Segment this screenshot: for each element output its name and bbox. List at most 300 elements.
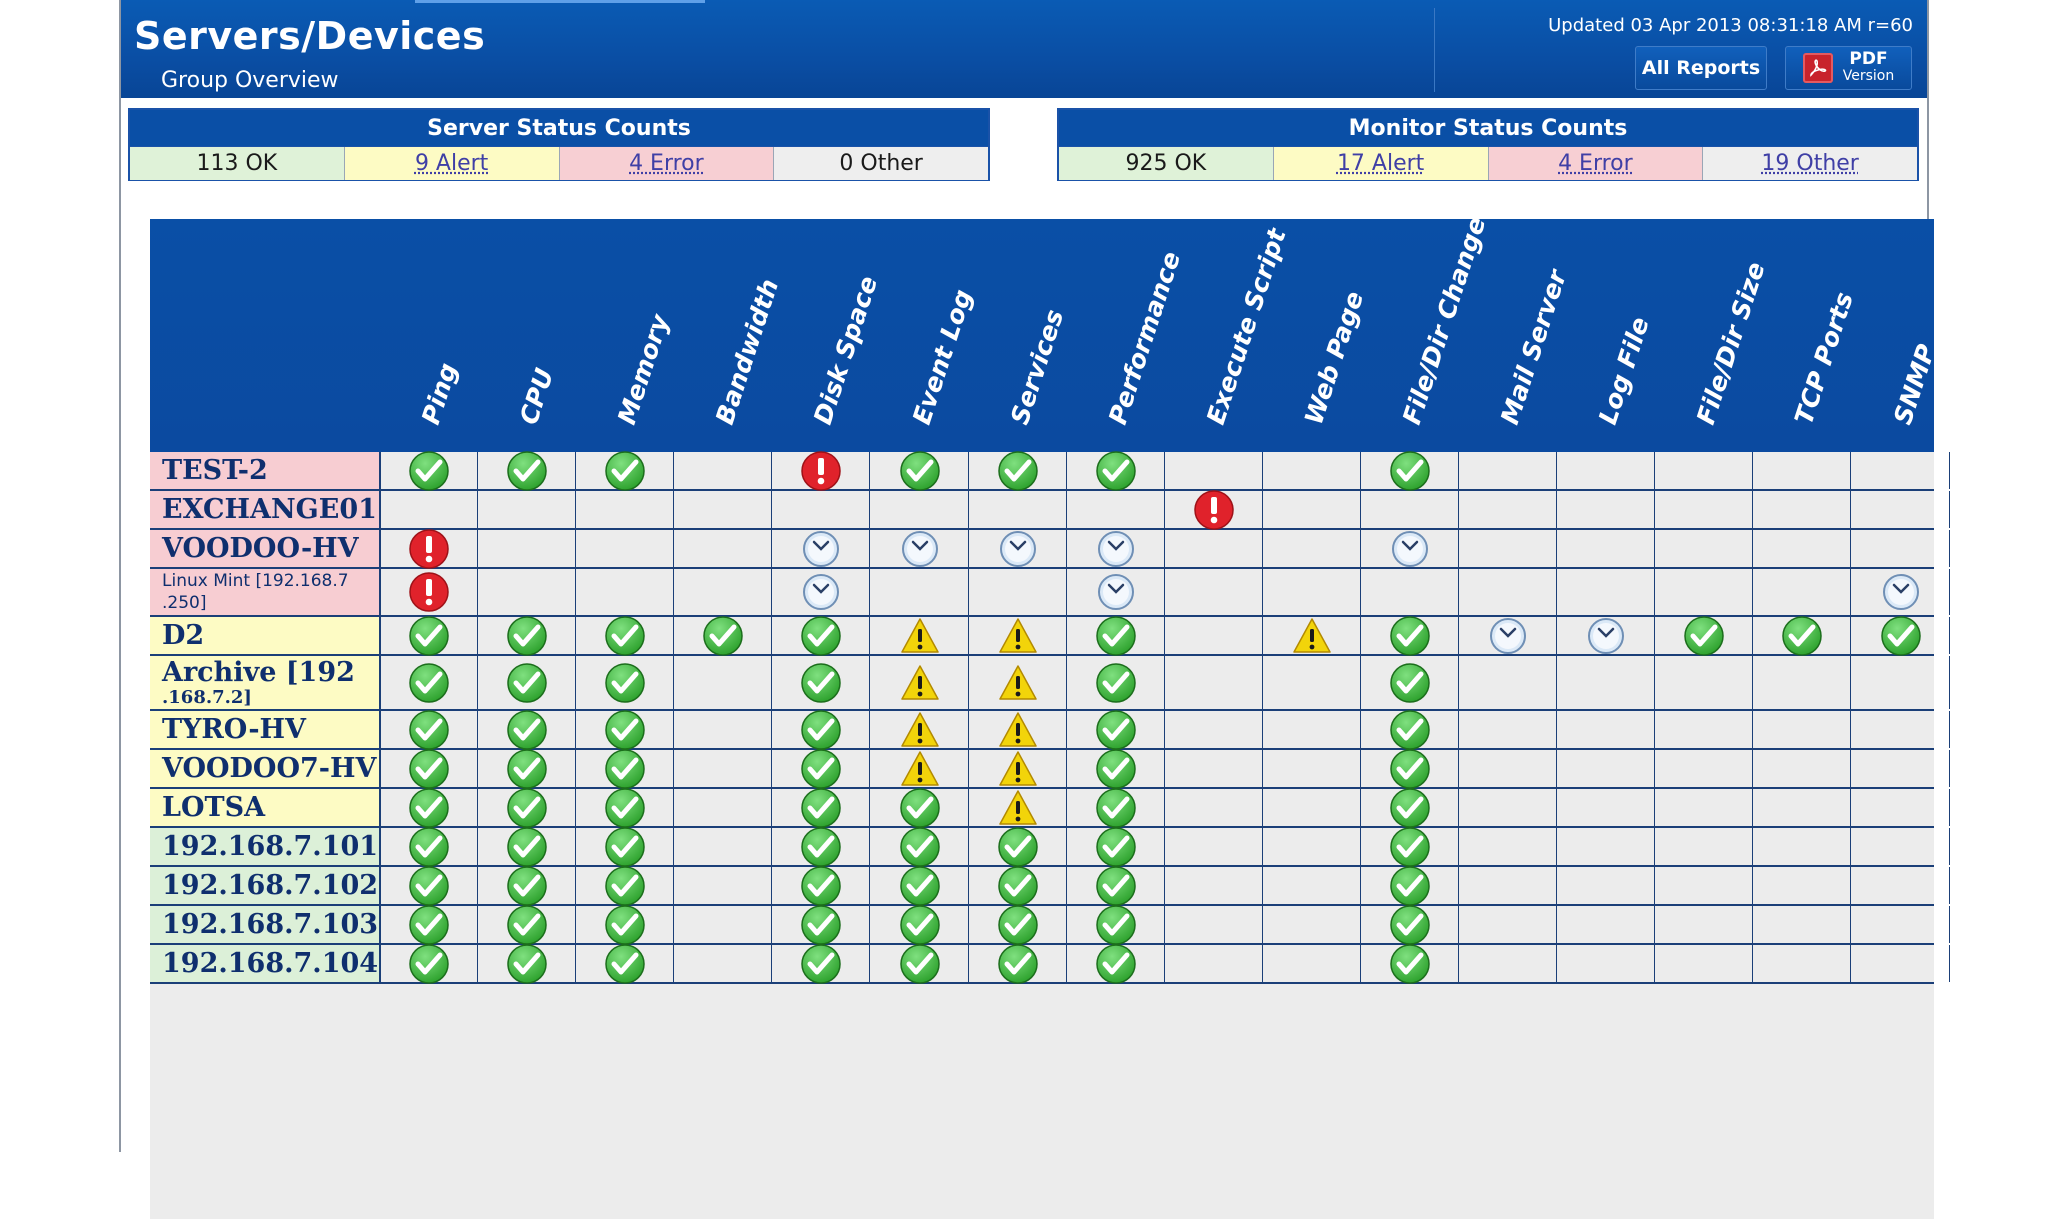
all-reports-button[interactable]: All Reports xyxy=(1635,46,1767,90)
status-cell xyxy=(675,750,772,787)
status-cell[interactable] xyxy=(381,711,478,748)
status-cell xyxy=(1460,750,1557,787)
status-cell xyxy=(1166,617,1263,654)
status-cell[interactable] xyxy=(1460,617,1557,654)
clock-icon xyxy=(1584,614,1628,658)
green-check-icon xyxy=(1094,825,1138,869)
server-name-link[interactable] xyxy=(150,569,381,615)
status-cell[interactable] xyxy=(577,711,674,748)
status-cell[interactable] xyxy=(872,711,969,748)
green-check-icon xyxy=(1094,786,1138,830)
status-cell[interactable] xyxy=(872,452,969,489)
status-cell[interactable] xyxy=(773,750,870,787)
column-header-label: Event Log xyxy=(906,286,978,428)
status-cell[interactable] xyxy=(872,906,969,943)
green-check-icon xyxy=(603,614,647,658)
status-cell[interactable] xyxy=(1068,750,1165,787)
status-cell[interactable] xyxy=(970,906,1067,943)
table-row[interactable] xyxy=(150,906,1934,945)
status-cell[interactable] xyxy=(970,789,1067,826)
status-cell xyxy=(1166,828,1263,865)
status-cell[interactable] xyxy=(479,828,576,865)
pdf-version-button[interactable] xyxy=(1785,46,1912,90)
table-row[interactable] xyxy=(150,452,1934,491)
status-cell[interactable] xyxy=(479,452,576,489)
server-name-link[interactable]: 192.168.7.104 xyxy=(150,945,381,982)
status-cell[interactable] xyxy=(479,656,576,709)
green-check-icon xyxy=(799,661,843,705)
status-cell xyxy=(1166,945,1263,982)
status-cell xyxy=(1460,789,1557,826)
green-check-icon xyxy=(1879,614,1923,658)
status-cell xyxy=(1166,656,1263,709)
status-cell xyxy=(1656,906,1753,943)
green-check-icon xyxy=(996,903,1040,947)
status-cell xyxy=(1264,906,1361,943)
table-row[interactable] xyxy=(150,711,1934,750)
server-name-link[interactable]: EXCHANGE01 xyxy=(150,491,381,528)
status-cell[interactable] xyxy=(1754,617,1851,654)
status-cell xyxy=(1656,867,1753,904)
clock-icon xyxy=(1486,614,1530,658)
status-cell[interactable] xyxy=(577,656,674,709)
status-cell[interactable] xyxy=(577,867,674,904)
status-cell xyxy=(872,569,969,615)
table-row[interactable] xyxy=(150,491,1934,530)
status-cell xyxy=(1558,828,1655,865)
status-cell xyxy=(1754,569,1851,615)
green-check-icon xyxy=(1388,614,1432,658)
green-check-icon xyxy=(799,786,843,830)
server-name-link[interactable] xyxy=(150,656,381,709)
green-check-icon xyxy=(505,942,549,986)
status-cell xyxy=(1558,789,1655,826)
status-cell xyxy=(1264,491,1361,528)
green-check-icon xyxy=(603,903,647,947)
column-header-label: SNMP xyxy=(1887,340,1941,428)
status-cell[interactable] xyxy=(970,656,1067,709)
yellow-warning-icon xyxy=(996,786,1040,830)
status-cell[interactable] xyxy=(970,452,1067,489)
status-cell[interactable] xyxy=(479,906,576,943)
clock-icon xyxy=(996,527,1040,571)
green-check-icon xyxy=(407,786,451,830)
server-name: Archive [192 xyxy=(162,656,355,688)
monitor-other-count-link[interactable]: 19 Other xyxy=(1703,147,1917,180)
green-check-icon xyxy=(799,708,843,752)
column-header-label: Bandwidth xyxy=(710,275,785,428)
status-cell[interactable] xyxy=(479,711,576,748)
status-cell[interactable] xyxy=(1264,617,1361,654)
monitor-counts-title: Monitor Status Counts xyxy=(1059,110,1917,146)
status-cell xyxy=(1853,828,1950,865)
red-exclamation-icon xyxy=(1192,488,1236,532)
column-header-cpu xyxy=(479,218,577,448)
status-cell xyxy=(1656,530,1753,567)
server-name-link[interactable]: 192.168.7.103 xyxy=(150,906,381,943)
status-cell[interactable] xyxy=(1068,569,1165,615)
status-cell[interactable] xyxy=(577,789,674,826)
status-cell xyxy=(1460,711,1557,748)
status-cell[interactable] xyxy=(872,656,969,709)
status-cell[interactable] xyxy=(773,906,870,943)
pdf-sub-label: Version xyxy=(1842,68,1895,84)
status-cell[interactable] xyxy=(1068,617,1165,654)
green-check-icon xyxy=(1388,449,1432,493)
column-header-performance xyxy=(1068,218,1186,448)
green-check-icon xyxy=(1388,864,1432,908)
green-check-icon xyxy=(407,942,451,986)
column-header-log-file xyxy=(1558,218,1656,448)
server-other-count: 0 Other xyxy=(774,147,988,180)
green-check-icon xyxy=(505,864,549,908)
yellow-warning-icon xyxy=(996,747,1040,791)
status-cell[interactable] xyxy=(577,828,674,865)
green-check-icon xyxy=(898,449,942,493)
status-cell[interactable] xyxy=(773,828,870,865)
status-cell[interactable] xyxy=(970,617,1067,654)
server-name-link[interactable]: LOTSA xyxy=(150,789,381,826)
status-cell[interactable] xyxy=(872,867,969,904)
green-check-icon xyxy=(1388,903,1432,947)
status-cell xyxy=(1754,789,1851,826)
status-cell[interactable] xyxy=(577,945,674,982)
status-cell[interactable] xyxy=(773,617,870,654)
table-row[interactable] xyxy=(150,750,1934,789)
status-cell[interactable] xyxy=(872,945,969,982)
status-cell[interactable] xyxy=(773,711,870,748)
status-cell[interactable] xyxy=(970,945,1067,982)
pdf-label: PDF xyxy=(1849,49,1888,69)
status-cell[interactable] xyxy=(577,452,674,489)
server-name-link[interactable]: D2 xyxy=(150,617,381,654)
status-cell[interactable] xyxy=(1068,789,1165,826)
status-cell xyxy=(1264,452,1361,489)
table-row[interactable] xyxy=(150,656,1934,711)
green-check-icon xyxy=(505,825,549,869)
column-header-label: Execute Script xyxy=(1200,225,1292,428)
status-cell[interactable] xyxy=(773,569,870,615)
status-cell[interactable] xyxy=(773,656,870,709)
status-cell[interactable] xyxy=(1362,906,1459,943)
status-cell[interactable] xyxy=(872,530,969,567)
status-cell[interactable] xyxy=(1362,530,1459,567)
status-cell[interactable] xyxy=(1068,711,1165,748)
status-cell[interactable] xyxy=(1068,945,1165,982)
status-cell[interactable] xyxy=(872,750,969,787)
status-grid xyxy=(150,213,1941,1219)
status-cell[interactable] xyxy=(381,656,478,709)
status-cell[interactable] xyxy=(872,828,969,865)
green-check-icon xyxy=(996,825,1040,869)
server-name-link[interactable]: 192.168.7.102 xyxy=(150,867,381,904)
status-cell xyxy=(1754,452,1851,489)
status-cell xyxy=(1558,906,1655,943)
status-cell[interactable] xyxy=(1068,656,1165,709)
status-cell xyxy=(675,656,772,709)
status-cell[interactable] xyxy=(479,617,576,654)
status-cell[interactable] xyxy=(1068,530,1165,567)
status-cell xyxy=(1460,945,1557,982)
column-header-label: Web Page xyxy=(1298,287,1370,428)
server-name-continued: .250] xyxy=(162,593,207,613)
status-cell[interactable] xyxy=(1362,711,1459,748)
status-cell[interactable] xyxy=(1068,906,1165,943)
green-check-icon xyxy=(1388,942,1432,986)
yellow-warning-icon xyxy=(898,661,942,705)
status-cell[interactable] xyxy=(479,867,576,904)
table-row[interactable] xyxy=(150,828,1934,867)
status-cell xyxy=(970,491,1067,528)
status-cell[interactable] xyxy=(1362,750,1459,787)
green-check-icon xyxy=(996,942,1040,986)
pdf-icon xyxy=(1803,53,1833,83)
status-cell xyxy=(675,867,772,904)
server-name: Linux Mint [192.168.7 xyxy=(162,571,349,591)
status-cell[interactable] xyxy=(381,569,478,615)
status-cell[interactable] xyxy=(1068,867,1165,904)
status-cell[interactable] xyxy=(1362,867,1459,904)
status-cell xyxy=(1264,750,1361,787)
status-cell[interactable] xyxy=(1656,617,1753,654)
status-cell[interactable] xyxy=(970,867,1067,904)
column-header-file-dir-size xyxy=(1656,218,1772,448)
status-cell[interactable] xyxy=(381,530,478,567)
status-cell xyxy=(1166,452,1263,489)
green-check-icon xyxy=(898,903,942,947)
server-name-link[interactable]: TEST-2 xyxy=(150,452,381,489)
status-cell[interactable] xyxy=(1068,452,1165,489)
table-row[interactable] xyxy=(150,789,1934,828)
yellow-warning-icon xyxy=(898,614,942,658)
status-cell[interactable] xyxy=(773,530,870,567)
status-cell[interactable] xyxy=(1362,656,1459,709)
status-cell xyxy=(1460,656,1557,709)
status-cell[interactable] xyxy=(675,617,772,654)
green-check-icon xyxy=(1388,786,1432,830)
status-cell[interactable] xyxy=(381,452,478,489)
green-check-icon xyxy=(1388,747,1432,791)
clock-icon xyxy=(1094,527,1138,571)
status-cell[interactable] xyxy=(479,750,576,787)
green-check-icon xyxy=(701,614,745,658)
status-cell xyxy=(1460,828,1557,865)
status-cell xyxy=(1558,750,1655,787)
green-check-icon xyxy=(996,449,1040,493)
monitor-alert-count-link[interactable]: 17 Alert xyxy=(1274,147,1489,180)
green-check-icon xyxy=(407,708,451,752)
monitor-ok-count: 925 OK xyxy=(1059,147,1274,180)
status-cell[interactable] xyxy=(773,945,870,982)
status-cell[interactable] xyxy=(381,789,478,826)
status-cell[interactable] xyxy=(381,828,478,865)
column-header-label: Mail Server xyxy=(1495,266,1573,428)
table-row[interactable] xyxy=(150,617,1934,656)
column-header-label: Services xyxy=(1004,306,1069,428)
status-cell[interactable] xyxy=(1166,491,1263,528)
status-cell xyxy=(1853,452,1950,489)
status-cell xyxy=(1656,828,1753,865)
status-cell[interactable] xyxy=(1558,617,1655,654)
status-cell[interactable] xyxy=(577,750,674,787)
status-cell xyxy=(1853,656,1950,709)
monitor-error-count-link[interactable]: 4 Error xyxy=(1489,147,1704,180)
table-row[interactable] xyxy=(150,945,1934,984)
status-cell xyxy=(1754,750,1851,787)
green-check-icon xyxy=(505,786,549,830)
status-cell[interactable] xyxy=(381,945,478,982)
green-check-icon xyxy=(407,747,451,791)
green-check-icon xyxy=(799,942,843,986)
status-cell[interactable] xyxy=(381,906,478,943)
red-exclamation-icon xyxy=(407,570,451,614)
green-check-icon xyxy=(1094,614,1138,658)
status-cell xyxy=(1754,711,1851,748)
status-cell xyxy=(1558,569,1655,615)
status-cell[interactable] xyxy=(1853,617,1950,654)
status-cell[interactable] xyxy=(872,617,969,654)
status-cell[interactable] xyxy=(1068,828,1165,865)
server-alert-count-link[interactable]: 9 Alert xyxy=(345,147,560,180)
status-cell[interactable] xyxy=(773,452,870,489)
status-cell xyxy=(1754,530,1851,567)
table-row[interactable] xyxy=(150,867,1934,906)
clock-icon xyxy=(1094,570,1138,614)
green-check-icon xyxy=(603,825,647,869)
status-cell[interactable] xyxy=(773,789,870,826)
status-cell xyxy=(1853,750,1950,787)
server-ok-count: 113 OK xyxy=(130,147,345,180)
green-check-icon xyxy=(603,942,647,986)
status-cell xyxy=(1264,945,1361,982)
status-cell xyxy=(1656,656,1753,709)
status-cell[interactable] xyxy=(1362,945,1459,982)
header-divider xyxy=(1434,8,1435,92)
status-cell xyxy=(1068,491,1165,528)
status-cell[interactable] xyxy=(577,906,674,943)
column-header-web-page xyxy=(1264,218,1370,448)
status-cell[interactable] xyxy=(1362,789,1459,826)
column-header-ping xyxy=(381,218,479,448)
status-cell xyxy=(1166,867,1263,904)
table-row[interactable] xyxy=(150,569,1934,617)
status-cell[interactable] xyxy=(1853,569,1950,615)
header-accent-line xyxy=(415,0,705,3)
status-cell[interactable] xyxy=(1362,617,1459,654)
column-header-label: File/Dir Change xyxy=(1397,213,1492,428)
status-cell xyxy=(1460,569,1557,615)
report-page xyxy=(119,0,1941,1152)
status-cell xyxy=(675,711,772,748)
green-check-icon xyxy=(603,864,647,908)
column-header-label: CPU xyxy=(514,364,560,428)
server-name-link[interactable]: VOODOO-HV xyxy=(150,530,381,567)
status-cell[interactable] xyxy=(970,711,1067,748)
green-check-icon xyxy=(996,864,1040,908)
status-cell xyxy=(1754,656,1851,709)
yellow-warning-icon xyxy=(996,614,1040,658)
status-cell[interactable] xyxy=(381,750,478,787)
status-cell xyxy=(577,569,674,615)
green-check-icon xyxy=(407,864,451,908)
green-check-icon xyxy=(898,786,942,830)
green-check-icon xyxy=(1682,614,1726,658)
green-check-icon xyxy=(505,661,549,705)
status-cell xyxy=(479,530,576,567)
server-status-counts xyxy=(128,108,990,181)
server-name-continued: .168.7.2] xyxy=(162,686,252,708)
status-cell xyxy=(1853,530,1950,567)
green-check-icon xyxy=(898,864,942,908)
status-cell xyxy=(1853,491,1950,528)
status-cell[interactable] xyxy=(872,789,969,826)
server-name-link[interactable]: VOODOO7-HV xyxy=(150,750,381,787)
status-cell xyxy=(1264,711,1361,748)
status-cell xyxy=(577,530,674,567)
status-cell[interactable] xyxy=(479,789,576,826)
server-error-count-link[interactable]: 4 Error xyxy=(560,147,775,180)
green-check-icon xyxy=(799,614,843,658)
green-check-icon xyxy=(1388,825,1432,869)
server-name-link[interactable]: TYRO-HV xyxy=(150,711,381,748)
server-name-link[interactable]: 192.168.7.101 xyxy=(150,828,381,865)
status-cell xyxy=(675,789,772,826)
status-cell xyxy=(1460,452,1557,489)
red-exclamation-icon xyxy=(799,449,843,493)
status-cell xyxy=(1460,906,1557,943)
column-header-label: Performance xyxy=(1102,247,1186,428)
status-cell[interactable] xyxy=(773,867,870,904)
green-check-icon xyxy=(407,449,451,493)
green-check-icon xyxy=(1094,903,1138,947)
status-cell xyxy=(1166,789,1263,826)
status-cell[interactable] xyxy=(970,828,1067,865)
status-cell xyxy=(1264,530,1361,567)
column-header-label: TCP Ports xyxy=(1789,288,1860,428)
column-header-label: Log File xyxy=(1593,313,1656,428)
status-cell[interactable] xyxy=(1362,452,1459,489)
green-check-icon xyxy=(505,614,549,658)
status-cell[interactable] xyxy=(970,750,1067,787)
status-cell xyxy=(1853,789,1950,826)
status-cell xyxy=(1754,828,1851,865)
table-row[interactable] xyxy=(150,530,1934,569)
column-header-bandwidth xyxy=(675,218,785,448)
status-cell[interactable] xyxy=(577,617,674,654)
status-cell xyxy=(1264,867,1361,904)
status-cell xyxy=(1656,491,1753,528)
clock-icon xyxy=(799,570,843,614)
server-counts-title: Server Status Counts xyxy=(130,110,988,146)
status-cell[interactable] xyxy=(1362,828,1459,865)
status-cell[interactable] xyxy=(479,945,576,982)
status-cell xyxy=(1362,569,1459,615)
status-cell[interactable] xyxy=(970,530,1067,567)
column-header-services xyxy=(970,218,1068,448)
status-cell xyxy=(479,491,576,528)
yellow-warning-icon xyxy=(898,747,942,791)
status-cell xyxy=(1853,906,1950,943)
status-cell xyxy=(1558,491,1655,528)
status-cell xyxy=(1558,530,1655,567)
status-cell xyxy=(1264,789,1361,826)
red-exclamation-icon xyxy=(407,527,451,571)
status-cell xyxy=(1656,789,1753,826)
status-cell[interactable] xyxy=(381,617,478,654)
status-cell xyxy=(1460,491,1557,528)
status-cell[interactable] xyxy=(381,867,478,904)
green-check-icon xyxy=(799,903,843,947)
